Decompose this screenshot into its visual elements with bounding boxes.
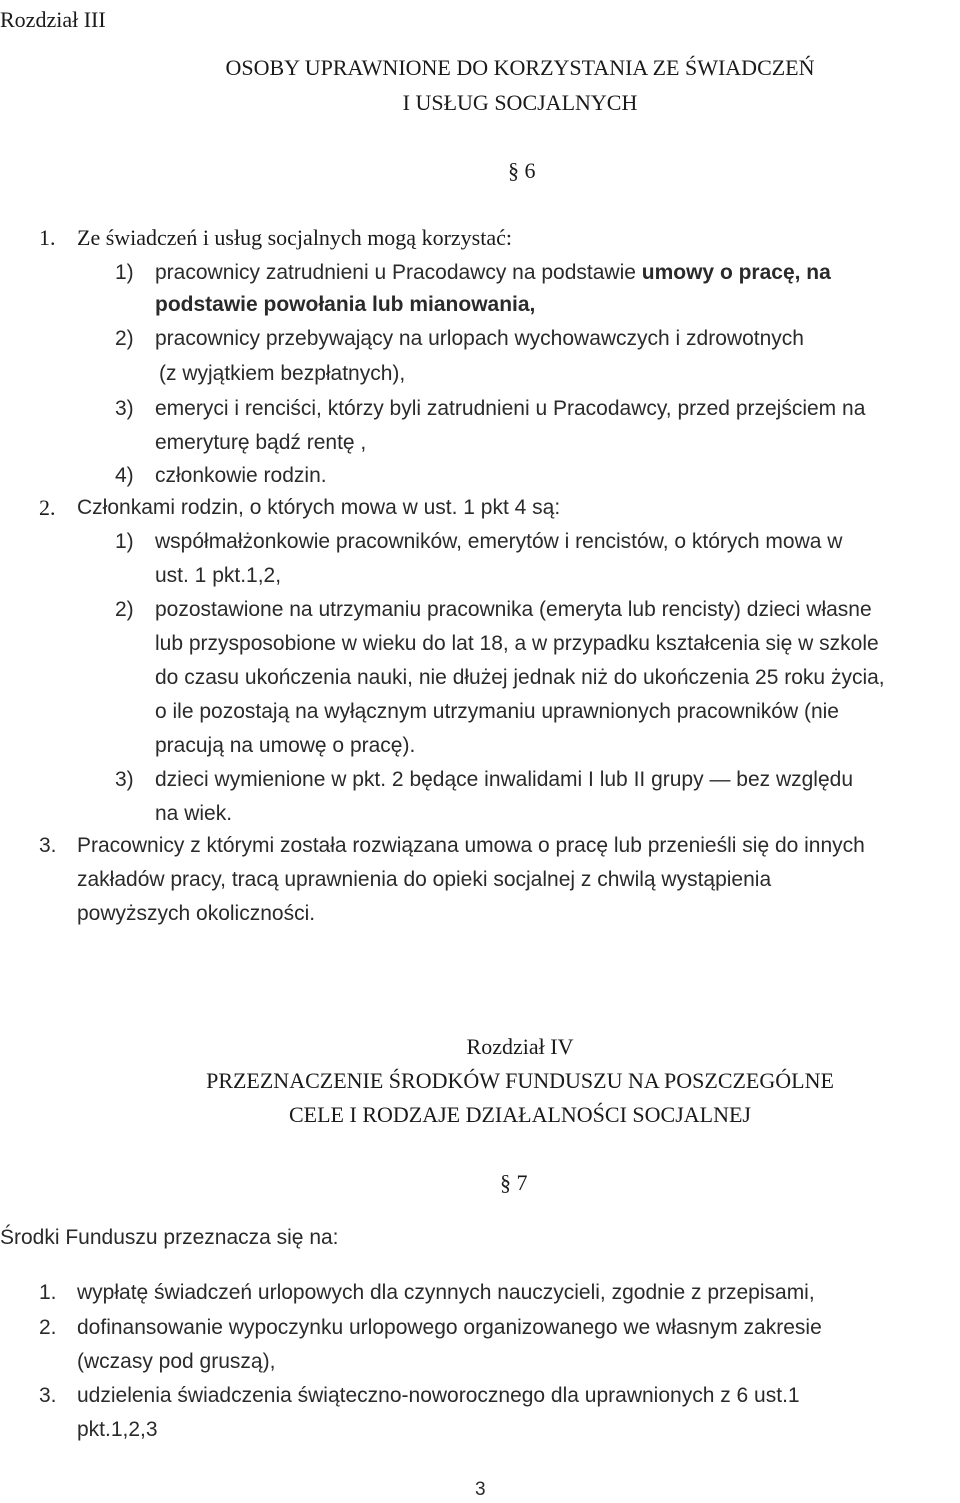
- list-item-continuation: (wczasy pod gruszą),: [77, 1350, 276, 1373]
- list-item-continuation: ust. 1 pkt.1,2,: [155, 564, 282, 587]
- paragraph-text: Członkami rodzin, o których mowa w ust. 1 pkt 4 są:: [77, 496, 561, 519]
- list-item-text: udzielenia świadczenia świąteczno-noworocznego dla uprawnionych z 6 ust.1: [77, 1384, 800, 1407]
- list-item-number: 2): [115, 598, 134, 621]
- section-sign: §: [500, 1170, 511, 1195]
- chapter-title-line-2: CELE I RODZAJE DZIAŁALNOŚCI SOCJALNEJ: [289, 1102, 751, 1127]
- list-item-continuation: o ile pozostają na wyłącznym utrzymaniu uprawnionych pracowników (nie: [155, 700, 839, 723]
- paragraph-text: Ze świadczeń i usług socjalnych mogą korzystać:: [77, 225, 512, 250]
- list-item-text: pracownicy przebywający na urlopach wychowawczych i zdrowotnych: [155, 327, 804, 350]
- list-item-continuation: na wiek.: [155, 802, 233, 825]
- list-item-continuation: lub przysposobione w wieku do lat 18, a w przypadku kształcenia się w szkole: [155, 632, 879, 655]
- paragraph-continuation: zakładów pracy, tracą uprawnienia do opieki socjalnej z chwilą wystąpienia: [77, 868, 772, 891]
- list-item-number: 3): [115, 397, 134, 420]
- section-number: [508, 158, 536, 184]
- list-item-text: emeryci i renciści, którzy byli zatrudnieni u Pracodawcy, przed przejściem na: [155, 397, 866, 420]
- list-item-number: 1.: [39, 1281, 57, 1304]
- list-item-text: członkowie rodzin.: [155, 464, 327, 487]
- list-item-number: 4): [115, 464, 134, 487]
- list-item-number: 3.: [39, 1384, 57, 1407]
- list-item-number: 2.: [39, 1316, 57, 1339]
- list-item-text: wypłatę świadczeń urlopowych dla czynnych nauczycieli, zgodnie z przepisami,: [77, 1281, 815, 1304]
- list-item-number: 2): [115, 327, 134, 350]
- paragraph-continuation: powyższych okoliczności.: [77, 902, 316, 925]
- page-number: 3: [475, 1479, 486, 1500]
- section-sign: §: [508, 158, 519, 183]
- section-intro: Środki Funduszu przeznacza się na:: [0, 1226, 339, 1249]
- chapter-title-line-1: OSOBY UPRAWNIONE DO KORZYSTANIA ZE ŚWIADCZEŃ: [225, 55, 815, 80]
- list-item-number: 1): [115, 261, 134, 284]
- list-item-continuation: do czasu ukończenia nauki, nie dłużej jednak niż do ukończenia 25 roku życia,: [155, 666, 885, 689]
- section-number-value: 7: [516, 1170, 528, 1195]
- section-number: [500, 1170, 528, 1196]
- list-item-continuation: pracują na umowę o pracę).: [155, 734, 416, 757]
- list-item-text: pozostawione na utrzymaniu pracownika (emeryta lub rencisty) dzieci własne: [155, 598, 872, 621]
- list-item-number: 3): [115, 768, 134, 791]
- paragraph-number: 3.: [39, 834, 57, 857]
- section-number-value: 6: [524, 158, 536, 183]
- paragraph-text: Pracownicy z którymi została rozwiązana umowa o pracę lub przenieśli się do innych: [77, 834, 865, 857]
- list-item-continuation: (z wyjątkiem bezpłatnych),: [159, 362, 406, 385]
- chapter-label: Rozdział IV: [466, 1034, 574, 1059]
- list-item-bold-text: podstawie powołania lub mianowania,: [155, 293, 536, 316]
- list-item-continuation: emeryturę bądź rentę ,: [155, 431, 367, 454]
- list-item-text-part: pracownicy zatrudnieni u Pracodawcy na podstawie: [155, 261, 642, 284]
- list-item-number: 1): [115, 530, 134, 553]
- list-item-text: współmałżonkowie pracowników, emerytów i rencistów, o których mowa w: [155, 530, 843, 553]
- chapter-title-line-2: I USŁUG SOCJALNYCH: [402, 90, 638, 115]
- paragraph-number: 1.: [39, 225, 56, 250]
- list-item-text: [155, 260, 831, 286]
- list-item-text: dzieci wymienione w pkt. 2 będące inwalidami I lub II grupy — bez względu: [155, 768, 854, 791]
- list-item-bold-text: umowy o pracę, na: [641, 261, 831, 284]
- list-item-bold-continuation: [155, 292, 535, 318]
- list-item-text: dofinansowanie wypoczynku urlopowego organizowanego we własnym zakresie: [77, 1316, 822, 1339]
- chapter-title-line-1: PRZEZNACZENIE ŚRODKÓW FUNDUSZU NA POSZCZEGÓLNE: [206, 1068, 834, 1093]
- paragraph-number: 2.: [39, 495, 56, 520]
- chapter-label: Rozdział III: [0, 7, 106, 32]
- list-item-continuation: pkt.1,2,3: [77, 1418, 158, 1441]
